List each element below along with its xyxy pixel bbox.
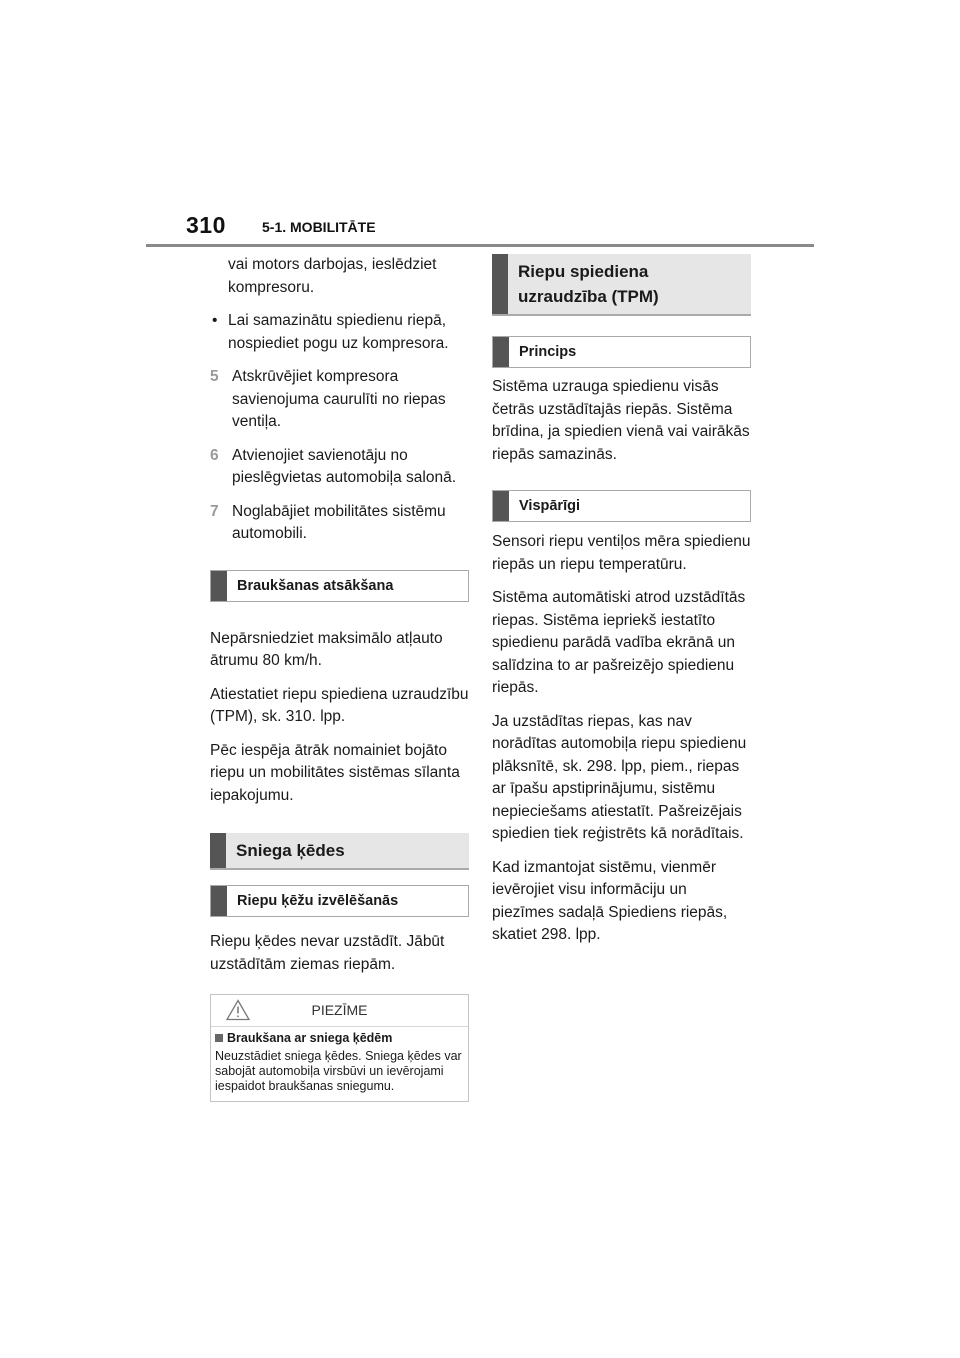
step-item <box>210 445 469 490</box>
paragraph: Sistēma automātiski atrod uzstādītās riepas. Sistēma iepriekš iestatīto spiedienu parādā vadība ekrānā un salīdzina to ar pašreizējo spiedienu riepās. <box>492 589 746 696</box>
paragraph: Sensori riepu ventiļos mēra spiedienu riepās un riepu temperatūru. <box>492 533 751 573</box>
step-number: 7 <box>210 502 219 520</box>
header-rule <box>146 244 814 247</box>
heading-snow-chains: Sniega ķēdes <box>210 833 469 870</box>
paragraph: Sistēma uzrauga spiedienu visās četrās uzstādītajās riepās. Sistēma brīdina, ja spiedien vienā vai vairākās riepās samazinās. <box>492 378 750 463</box>
step-item <box>210 501 469 546</box>
left-column <box>210 254 469 1102</box>
step-number: 6 <box>210 446 219 464</box>
bullet-mark: • <box>212 312 218 329</box>
heading-general: Vispārīgi <box>492 490 751 522</box>
heading-tpm: Riepu spiediena uzraudzība (TPM) <box>492 254 751 316</box>
continued-text: vai motors darbojas, ieslēdziet kompresoru. <box>228 256 437 296</box>
paragraph: Nepārsniedziet maksimālo atļauto ātrumu 80 km/h. <box>210 629 443 669</box>
note-text: Neuzstādiet sniega ķēdes. Sniega ķēdes var sabojāt automobiļa virsbūvi un ievērojami iespaidot braukšanas sniegumu. <box>215 1049 462 1093</box>
paragraph: Atiestatiet riepu spiediena uzraudzību (TPM), sk. 310. lpp. <box>210 685 469 725</box>
step-text: Atvienojiet savienotāju no pieslēgvietas automobiļa salonā. <box>232 446 457 486</box>
step-number: 5 <box>210 368 219 385</box>
paragraph: Kad izmantojat sistēmu, vienmēr ievērojiet visu informāciju un piezīmes sadaļā Spiediens riepās, skatiet 298. lpp. <box>492 858 728 943</box>
paragraph: Riepu ķēdes nevar uzstādīt. Jābūt uzstādītām ziemas riepām. <box>210 933 445 973</box>
page-number: 310 <box>186 212 226 238</box>
heading-restart: Braukšanas atsākšana <box>210 570 469 602</box>
note-title <box>215 1031 463 1046</box>
heading-chain-select: Riepu ķēžu izvēlēšanās <box>210 885 469 917</box>
step-text: Noglabājiet mobilitātes sistēmu automobili. <box>232 502 446 542</box>
section-label: 5-1. MOBILITĀTE <box>262 219 376 235</box>
step-text: Atskrūvējiet kompresora savienojuma caurulīti no riepas ventiļa. <box>232 368 446 430</box>
note-body <box>211 1027 468 1101</box>
note-box <box>210 994 469 1102</box>
step-item <box>210 366 469 434</box>
right-column <box>492 254 751 958</box>
note-label: PIEZĪME <box>311 1002 368 1018</box>
paragraph: Ja uzstādītas riepas, kas nav norādītas automobiļa riepu spiedienu plāksnītē, sk. 298. lpp, piem., riepas ar īpašu apstiprinājumu, sistēmu nepieciešams atiestatīt. Pašreizējais spiedien tiek reģistrēts kā norādītais. <box>492 712 747 842</box>
bullet-item <box>210 310 469 355</box>
heading-principle: Princips <box>492 336 751 368</box>
paragraph: Pēc iespēja ātrāk nomainiet bojāto riepu un mobilitātes sistēmas sīlanta iepakojumu. <box>210 741 460 804</box>
warning-triangle-icon <box>226 999 250 1021</box>
square-bullet-icon <box>215 1034 223 1042</box>
note-title-text: Braukšana ar sniega ķēdēm <box>227 1031 393 1045</box>
bullet-text: Lai samazinātu spiedienu riepā, nospiediet pogu uz kompresora. <box>228 312 449 352</box>
note-header <box>211 995 468 1027</box>
